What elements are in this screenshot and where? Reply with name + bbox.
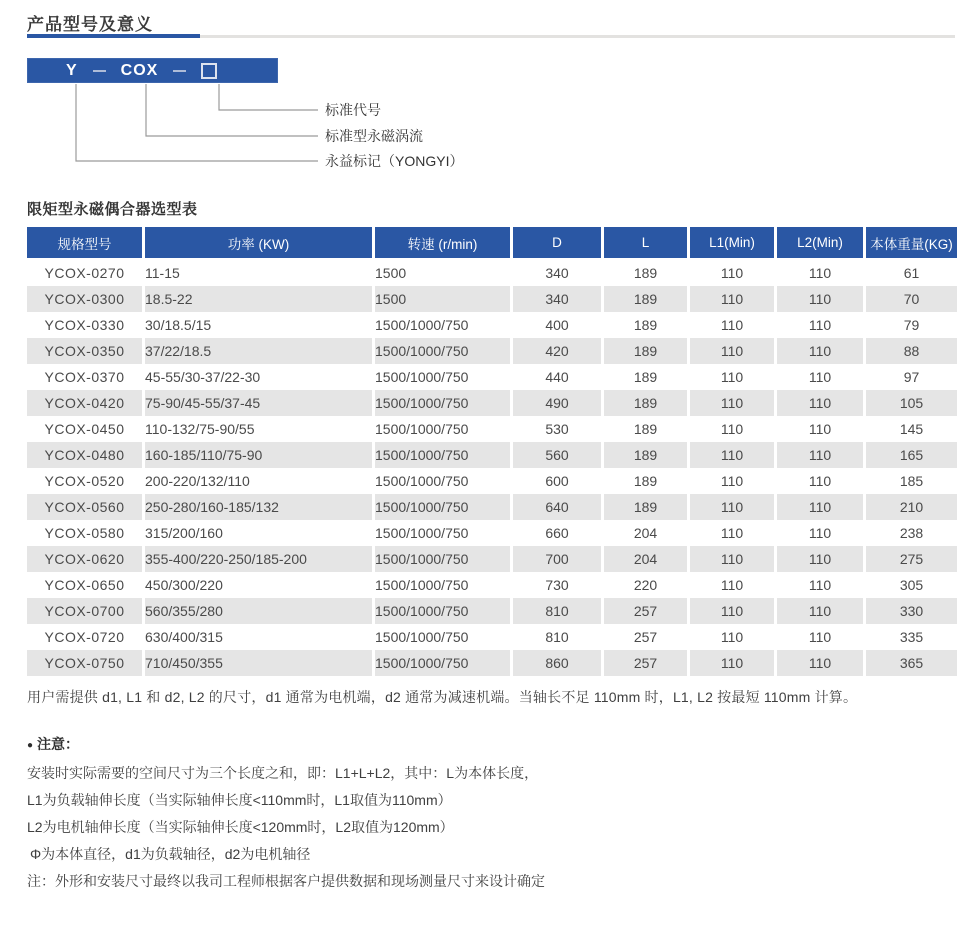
model-code-banner: [27, 58, 278, 83]
table-cell: 110: [690, 338, 777, 364]
table-cell: 204: [604, 546, 690, 572]
brand-code: Y: [66, 61, 78, 79]
table-title: 限矩型永磁偶合器选型表: [27, 201, 198, 218]
table-cell: YCOX-0350: [27, 338, 145, 364]
table-cell: 189: [604, 416, 690, 442]
table-cell: 110: [777, 650, 866, 676]
dash-separator-icon: [173, 70, 186, 72]
table-cell: 365: [866, 650, 957, 676]
table-cell: 1500/1000/750: [375, 650, 513, 676]
table-cell: 355-400/220-250/185-200: [145, 546, 375, 572]
table-cell: 730: [513, 572, 604, 598]
table-cell: 110: [690, 650, 777, 676]
table-cell: 160-185/110/75-90: [145, 442, 375, 468]
table-row: [27, 494, 957, 520]
table-cell: 1500/1000/750: [375, 390, 513, 416]
table-cell: 110-132/75-90/55: [145, 416, 375, 442]
note-line: 注：外形和安装尺寸最终以我司工程师根据客户提供数据和现场测量尺寸来设计确定: [27, 873, 545, 889]
table-cell: 860: [513, 650, 604, 676]
header-d: D: [513, 227, 604, 260]
table-cell: YCOX-0750: [27, 650, 145, 676]
table-cell: 257: [604, 598, 690, 624]
table-cell: 275: [866, 546, 957, 572]
table-cell: 189: [604, 468, 690, 494]
table-header-row: [27, 227, 957, 260]
table-cell: 110: [690, 364, 777, 390]
note-line: 安装时实际需要的空间尺寸为三个长度之和，即：L1+L+L2，其中：L为本体长度，: [27, 765, 539, 781]
table-row: [27, 260, 957, 286]
table-cell: 640: [513, 494, 604, 520]
placeholder-square-icon: [201, 63, 217, 79]
table-cell: YCOX-0370: [27, 364, 145, 390]
table-cell: 189: [604, 286, 690, 312]
header-l: L: [604, 227, 690, 260]
dash-separator-icon: [93, 70, 106, 72]
label-standard-type: 标准型永磁涡流: [325, 128, 423, 144]
table-cell: 700: [513, 546, 604, 572]
table-cell: 560/355/280: [145, 598, 375, 624]
table-cell: 810: [513, 598, 604, 624]
table-cell: YCOX-0560: [27, 494, 145, 520]
table-cell: 110: [777, 624, 866, 650]
table-cell: 30/18.5/15: [145, 312, 375, 338]
table-cell: YCOX-0420: [27, 390, 145, 416]
table-row: [27, 390, 957, 416]
table-cell: 200-220/132/110: [145, 468, 375, 494]
table-cell: YCOX-0620: [27, 546, 145, 572]
header-speed: 转速 (r/min): [375, 227, 513, 260]
table-cell: 335: [899, 629, 924, 645]
header-weight: 本体重量(KG): [866, 227, 957, 260]
table-cell: 18.5-22: [145, 286, 375, 312]
table-cell: 560: [513, 442, 604, 468]
table-cell: 440: [513, 364, 604, 390]
shaft-note: 用户需提供 d1, L1 和 d2, L2 的尺寸，d1 通常为电机端，d2 通常为减速机端。当轴长不足 110mm 时，L1, L2 按最短 110mm 计算。: [27, 689, 858, 705]
table-cell: YCOX-0450: [27, 416, 145, 442]
table-row: [27, 650, 957, 676]
title-underline-track: [200, 35, 955, 38]
table-cell: 340: [513, 260, 604, 286]
table-body: [27, 260, 957, 676]
table-cell: 189: [604, 390, 690, 416]
table-cell: 1500/1000/750: [375, 312, 513, 338]
table-cell: 61: [903, 265, 920, 281]
note-line: L1为负载轴伸长度（当实际轴伸长度<110mm时，L1取值为110mm）: [27, 792, 452, 808]
table-cell: 110: [690, 468, 777, 494]
table-cell: 450/300/220: [145, 572, 375, 598]
table-cell: 1500/1000/750: [375, 572, 513, 598]
table-cell: 110: [690, 572, 777, 598]
table-cell: 1500/1000/750: [375, 468, 513, 494]
table-cell: 110: [690, 442, 777, 468]
table-cell: 110: [777, 598, 866, 624]
table-cell: 630/400/315: [145, 624, 375, 650]
table-cell: 37/22/18.5: [145, 338, 375, 364]
table-row: [27, 572, 957, 598]
table-cell: 110: [777, 260, 866, 286]
table-cell: 110: [690, 546, 777, 572]
table-row: [27, 416, 957, 442]
table-cell: 1500/1000/750: [375, 338, 513, 364]
table-cell: YCOX-0700: [27, 598, 145, 624]
table-cell: 110: [690, 390, 777, 416]
header-l2min: L2(Min): [777, 227, 866, 260]
label-brand-mark: 永益标记（YONGYI）: [325, 153, 464, 169]
table-cell: 530: [513, 416, 604, 442]
table-cell: YCOX-0480: [27, 442, 145, 468]
table-cell: 189: [604, 442, 690, 468]
bullet-icon: ●: [27, 740, 34, 751]
table-cell: YCOX-0330: [27, 312, 145, 338]
table-cell: 110: [690, 312, 777, 338]
table-cell: 110: [690, 286, 777, 312]
table-cell: 110: [777, 520, 866, 546]
table-cell: 810: [513, 624, 604, 650]
table-cell: 110: [690, 416, 777, 442]
table-cell: 250-280/160-185/132: [145, 494, 375, 520]
table-cell: 189: [604, 364, 690, 390]
table-row: [27, 520, 957, 546]
notes-section: [27, 688, 957, 899]
table-cell: 305: [899, 577, 924, 593]
table-row: [27, 598, 957, 624]
table-cell: 110: [777, 286, 866, 312]
table-row: [27, 468, 957, 494]
table-cell: 110: [690, 494, 777, 520]
table-cell: 165: [866, 442, 957, 468]
table-cell: 330: [866, 598, 957, 624]
table-cell: 110: [777, 494, 866, 520]
table-cell: 600: [513, 468, 604, 494]
table-cell: 420: [513, 338, 604, 364]
table-row: [27, 442, 957, 468]
note-line: L2为电机轴伸长度（当实际轴伸长度<120mm时，L2取值为120mm）: [27, 819, 454, 835]
table-cell: 75-90/45-55/37-45: [145, 390, 375, 416]
table-cell: YCOX-0300: [27, 286, 145, 312]
table-cell: 110: [690, 260, 777, 286]
table-cell: 1500: [375, 260, 513, 286]
table-cell: 105: [866, 390, 957, 416]
title-underline-accent: [27, 34, 200, 38]
table-cell: 79: [903, 317, 920, 333]
table-cell: 189: [604, 338, 690, 364]
selection-table: [27, 227, 957, 676]
table-cell: 185: [899, 473, 924, 489]
header-model: 规格型号: [27, 227, 145, 260]
table-cell: 88: [866, 338, 957, 364]
table-cell: 110: [777, 442, 866, 468]
table-cell: 110: [777, 546, 866, 572]
table-row: [27, 546, 957, 572]
table-cell: 11-15: [145, 260, 375, 286]
table-cell: YCOX-0270: [27, 260, 145, 286]
page-title: 产品型号及意义: [27, 15, 153, 34]
notice-label: 注意：: [37, 736, 80, 752]
table-cell: 110: [777, 468, 866, 494]
type-code: COX: [120, 61, 159, 79]
table-cell: 257: [604, 624, 690, 650]
table-cell: 1500/1000/750: [375, 494, 513, 520]
table-cell: 110: [690, 624, 777, 650]
table-cell: 189: [604, 494, 690, 520]
table-row: [27, 624, 957, 650]
table-cell: 110: [690, 598, 777, 624]
table-cell: 110: [777, 338, 866, 364]
table-cell: 97: [903, 369, 920, 385]
table-cell: 1500: [375, 286, 513, 312]
table-cell: 340: [513, 286, 604, 312]
table-cell: 1500/1000/750: [375, 520, 513, 546]
table-cell: 110: [777, 364, 866, 390]
table-cell: 1500/1000/750: [375, 442, 513, 468]
header-l1min: L1(Min): [690, 227, 777, 260]
table-cell: 45-55/30-37/22-30: [145, 364, 375, 390]
table-cell: 400: [513, 312, 604, 338]
table-cell: 110: [777, 572, 866, 598]
table-cell: 70: [866, 286, 957, 312]
table-cell: 110: [777, 390, 866, 416]
table-cell: 145: [899, 421, 924, 437]
title-underline: [27, 34, 955, 39]
table-cell: 257: [604, 650, 690, 676]
table-cell: YCOX-0650: [27, 572, 145, 598]
table-cell: YCOX-0580: [27, 520, 145, 546]
table-row: [27, 312, 957, 338]
table-cell: 189: [604, 260, 690, 286]
table-cell: YCOX-0720: [27, 624, 145, 650]
label-standard-code: 标准代号: [325, 102, 381, 118]
table-cell: 210: [866, 494, 957, 520]
table-cell: 710/450/355: [145, 650, 375, 676]
table-cell: 1500/1000/750: [375, 364, 513, 390]
table-cell: 660: [513, 520, 604, 546]
table-cell: YCOX-0520: [27, 468, 145, 494]
table-cell: 110: [777, 312, 866, 338]
table-cell: 1500/1000/750: [375, 416, 513, 442]
header-power: 功率 (KW): [145, 227, 375, 260]
table-cell: 1500/1000/750: [375, 598, 513, 624]
table-cell: 110: [777, 416, 866, 442]
table-cell: 1500/1000/750: [375, 546, 513, 572]
table-cell: 238: [899, 525, 924, 541]
notice-heading: [27, 735, 957, 755]
table-row: [27, 338, 957, 364]
table-cell: 1500/1000/750: [375, 624, 513, 650]
table-cell: 490: [513, 390, 604, 416]
table-cell: 110: [690, 520, 777, 546]
table-row: [27, 286, 957, 312]
table-row: [27, 364, 957, 390]
table-cell: 204: [604, 520, 690, 546]
note-line: Φ为本体直径，d1为负载轴径，d2为电机轴径: [30, 846, 311, 862]
table-cell: 315/200/160: [145, 520, 375, 546]
table-cell: 189: [604, 312, 690, 338]
table-cell: 220: [604, 572, 690, 598]
